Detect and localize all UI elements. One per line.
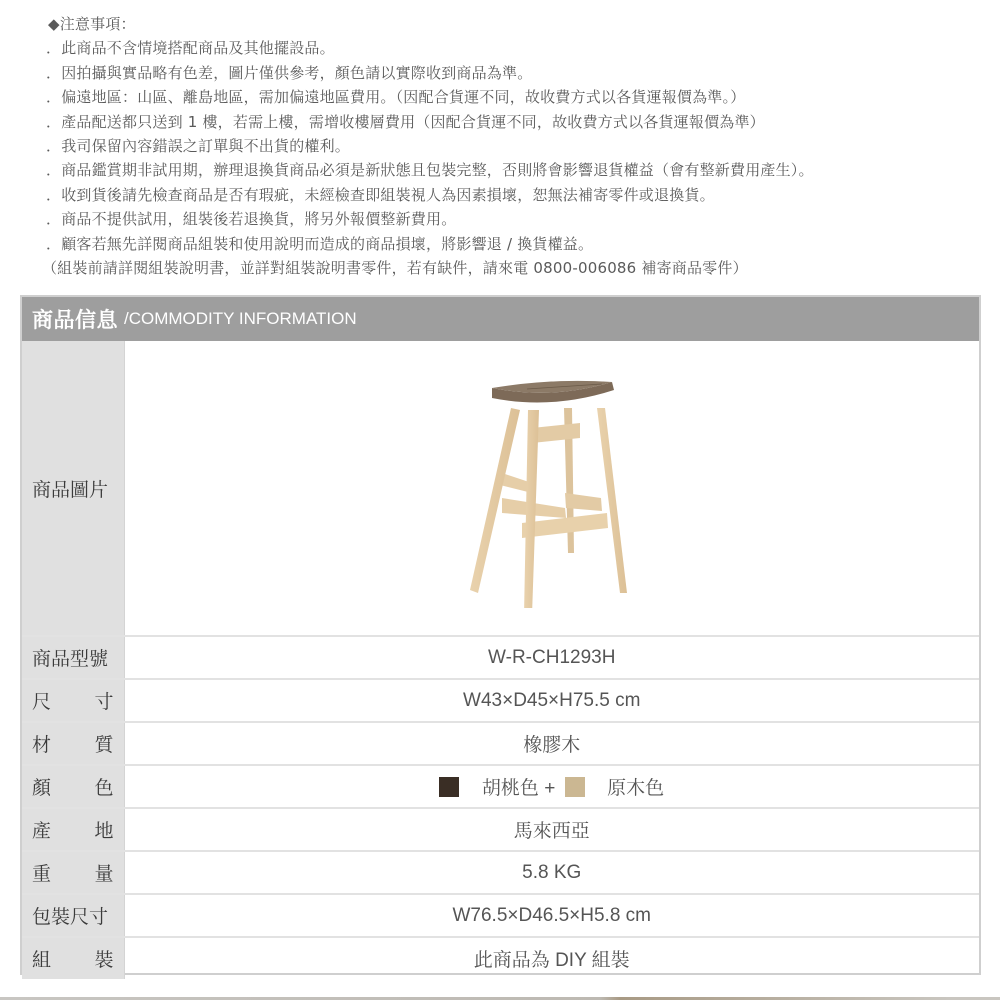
label-color: 顏 色 — [22, 765, 124, 808]
bar-stool-image — [462, 368, 642, 608]
value-package-size: W76.5×D46.5×H5.8 cm — [124, 894, 979, 937]
notice-footer: （組裝前請詳閱組裝說明書，並詳對組裝說明書零件，若有缺件，請來電 0800-006086 補寄商品零件） — [42, 259, 748, 278]
table-row — [22, 851, 979, 894]
header-title-zh: 商品信息 — [32, 308, 118, 332]
notice-item: ．商品鑑賞期非試用期，辦理退換貨商品必須是新狀態且包裝完整，否則將會影響退貨權益（會有整新費用產生）。 — [46, 161, 814, 180]
spec-table — [22, 341, 979, 979]
notice-title: ◆注意事項： — [48, 15, 136, 33]
table-row — [22, 765, 979, 808]
value-weight: 5.8 KG — [124, 851, 979, 894]
label-material: 材 質 — [22, 722, 124, 765]
notice-item: ．我司保留內容錯誤之訂單與不出貨的權利。 — [46, 137, 351, 156]
notice-item: ．偏遠地區：山區、離島地區，需加偏遠地區費用。（因配合貨運不同，故收費方式以各貨運報價為準。） — [46, 88, 746, 107]
label-size: 尺 寸 — [22, 679, 124, 722]
notice-item: ．此商品不含情境搭配商品及其他擺設品。 — [46, 39, 335, 58]
table-row — [22, 937, 979, 979]
value-size: W43×D45×H75.5 cm — [124, 679, 979, 722]
label-weight: 重 量 — [22, 851, 124, 894]
table-row — [22, 808, 979, 851]
natural-wood-color-name: 原木色 — [607, 778, 665, 799]
label-origin: 產 地 — [22, 808, 124, 851]
table-row — [22, 722, 979, 765]
value-model: W-R-CH1293H — [124, 636, 979, 679]
label-image: 商品圖片 — [22, 341, 124, 636]
value-origin: 馬來西亞 — [124, 808, 979, 851]
notice-item: ．商品不提供試用，組裝後若退換貨，將另外報價整新費用。 — [46, 210, 457, 229]
notice-item: ．產品配送都只送到 1 樓，若需上樓，需增收樓層費用（因配合貨運不同，故收費方式以各貨運報價為準） — [46, 112, 765, 131]
table-row — [22, 894, 979, 937]
table-row — [22, 679, 979, 722]
value-material: 橡膠木 — [124, 722, 979, 765]
commodity-info-header — [22, 297, 979, 341]
label-assembly: 組 裝 — [22, 937, 124, 979]
product-image-cell — [124, 341, 979, 636]
walnut-color-name: 胡桃色 — [481, 778, 539, 799]
notice-item: ．顧客若無先詳閱商品組裝和使用說明而造成的商品損壞，將影響退 / 換貨權益。 — [46, 234, 594, 253]
table-row — [22, 636, 979, 679]
value-assembly: 此商品為 DIY 組裝 — [473, 950, 630, 971]
natural-wood-color-swatch — [565, 777, 585, 797]
walnut-color-swatch — [439, 777, 459, 797]
notice-section — [44, 12, 984, 280]
notice-item: ．收到貨後請先檢查商品是否有瑕疵，未經檢查即組裝視人為因素損壞，恕無法補寄零件或退換貨。 — [46, 185, 715, 204]
table-row-image — [22, 341, 979, 636]
label-package-size: 包裝尺寸 — [22, 894, 124, 937]
header-title-en: /COMMODITY INFORMATION — [124, 309, 357, 328]
plus-sign: + — [544, 778, 556, 799]
notice-item: ．因拍攝與實品略有色差，圖片僅供參考，顏色請以實際收到商品為準。 — [46, 63, 533, 82]
commodity-info-panel — [20, 295, 981, 975]
label-model: 商品型號 — [22, 636, 124, 679]
value-color — [124, 765, 979, 808]
